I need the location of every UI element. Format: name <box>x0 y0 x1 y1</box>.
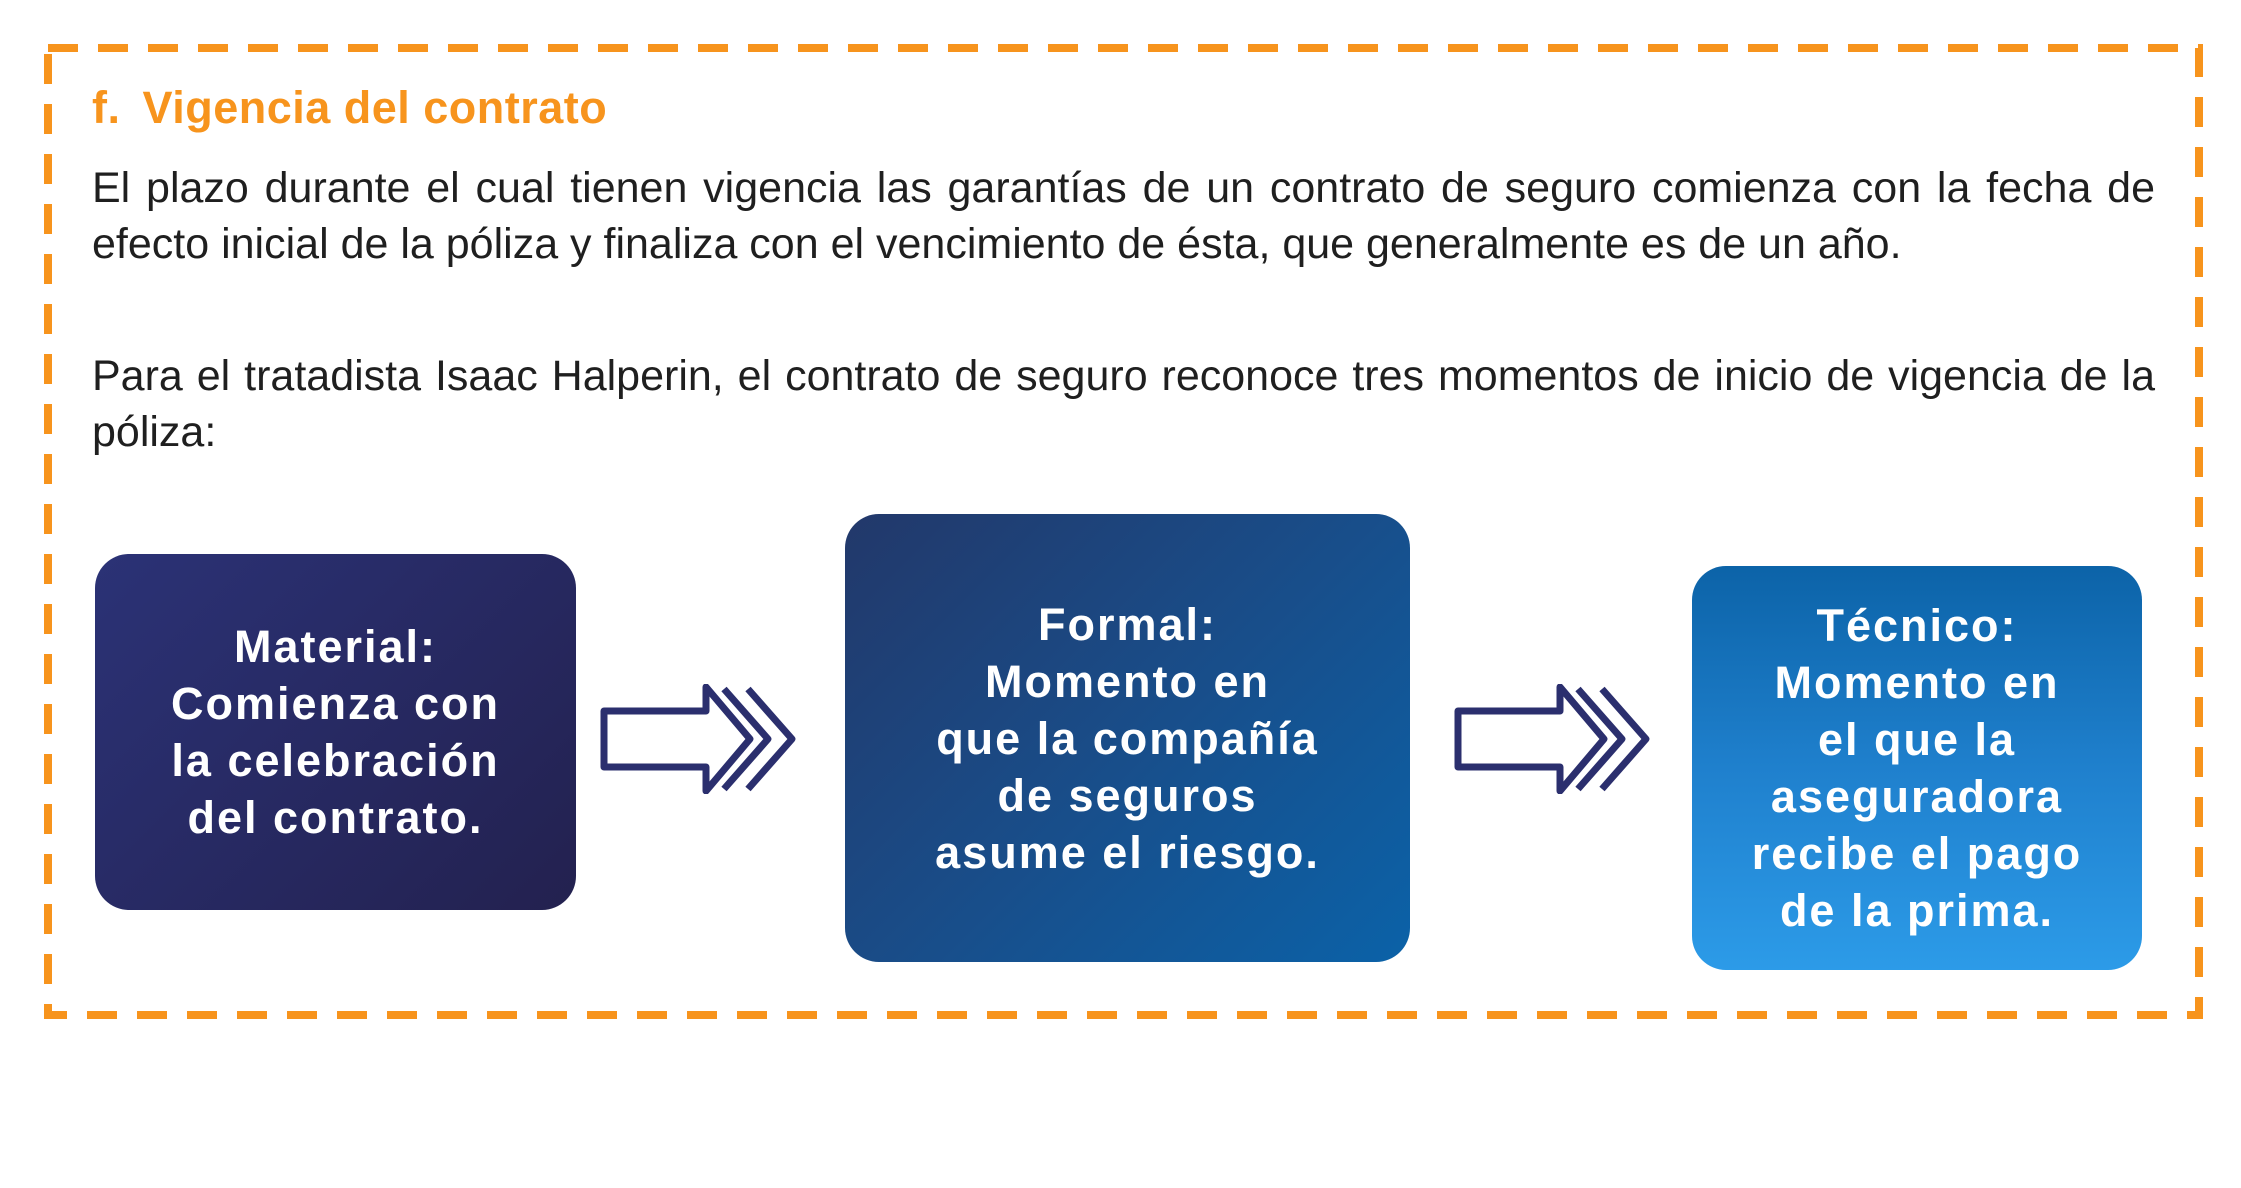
moment-line: asume el riesgo. <box>935 826 1320 878</box>
moment-line: del contrato. <box>187 792 484 843</box>
moment-box-formal <box>845 514 1410 962</box>
moment-line: Momento en <box>984 655 1270 707</box>
intro-paragraph: El plazo durante el cual tienen vigencia las garantías de un contrato de seguro comienza con la fecha de efecto inicial de la póliza y finaliza con el vencimiento de ésta, que generalmente es de un año. <box>92 164 2155 268</box>
moment-line: el que la <box>1817 714 2017 765</box>
section-heading <box>92 82 607 134</box>
moment-text-material <box>171 618 500 846</box>
halperin-paragraph: Para el tratadista Isaac Halperin, el contrato de seguro reconoce tres momentos de inicio de vigencia de la póliza: <box>92 352 2155 456</box>
chevron-arrow-right-icon <box>1454 684 1654 794</box>
moment-line: que la compañía <box>936 712 1319 764</box>
moment-text-tecnico <box>1752 597 2083 939</box>
chevron-arrow-right-icon <box>600 684 800 794</box>
moment-line: Momento en <box>1774 657 2060 708</box>
moment-title: Material: <box>233 621 438 672</box>
moment-box-material <box>95 554 576 910</box>
moment-box-tecnico <box>1692 566 2142 970</box>
moment-line: de seguros <box>997 769 1258 821</box>
moment-line: la celebración <box>171 735 500 786</box>
section-frame <box>44 44 2203 1019</box>
moment-line: recibe el pago <box>1751 828 2083 879</box>
section-marker: f. <box>92 82 121 133</box>
moment-title: Técnico: <box>1816 600 2018 651</box>
moment-line: Comienza con <box>170 678 501 729</box>
moment-text-formal <box>935 596 1320 881</box>
section-title: Vigencia del contrato <box>142 82 608 133</box>
moment-line: de la prima. <box>1779 885 2055 936</box>
moment-title: Formal: <box>1037 598 1217 650</box>
moment-line: aseguradora <box>1770 771 2064 822</box>
